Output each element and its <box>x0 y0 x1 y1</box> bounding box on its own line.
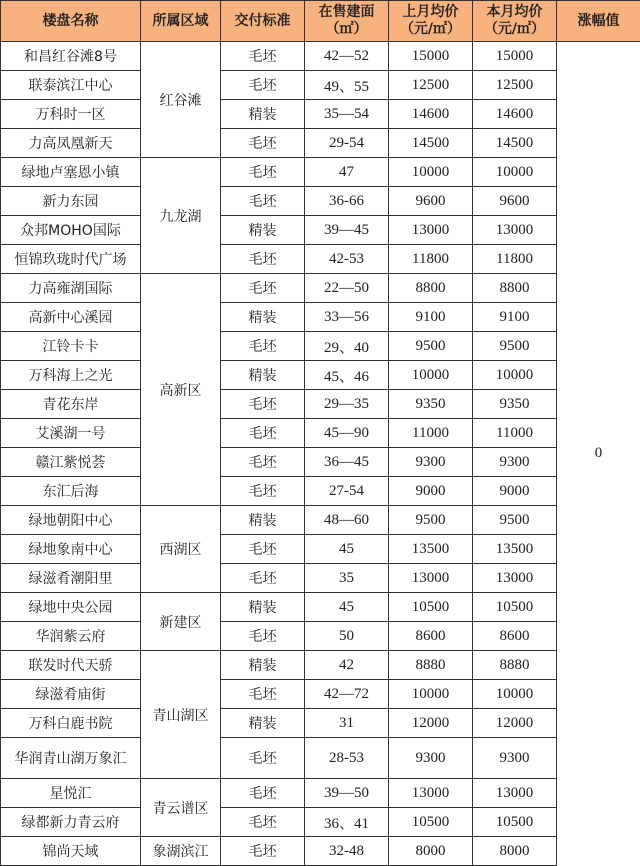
area: 42—52 <box>305 42 389 71</box>
region-cell: 象湖滨江 <box>141 837 221 866</box>
delivery-standard: 精装 <box>221 100 305 129</box>
this-month-price: 15000 <box>473 42 557 71</box>
project-name: 力高雍湖国际 <box>1 274 141 303</box>
project-name: 江铃卡卡 <box>1 332 141 361</box>
this-month-price: 11800 <box>473 245 557 274</box>
area: 42 <box>305 651 389 680</box>
project-name: 众邦MOHO国际 <box>1 216 141 245</box>
project-name: 恒锦玖珑时代广场 <box>1 245 141 274</box>
this-month-price: 13000 <box>473 564 557 593</box>
table-row <box>1 42 640 71</box>
last-month-price: 8800 <box>389 274 473 303</box>
area: 47 <box>305 158 389 187</box>
header-delivery: 交付标准 <box>221 1 305 42</box>
last-month-price: 12500 <box>389 71 473 100</box>
last-month-price: 8880 <box>389 651 473 680</box>
this-month-price: 14500 <box>473 129 557 158</box>
area: 36、41 <box>305 808 389 837</box>
area: 29、40 <box>305 332 389 361</box>
table-row <box>1 564 640 593</box>
table-row <box>1 506 640 535</box>
this-month-price: 12000 <box>473 709 557 738</box>
header-row <box>1 1 640 42</box>
this-month-price: 8880 <box>473 651 557 680</box>
table-row <box>1 808 640 837</box>
this-month-price: 14600 <box>473 100 557 129</box>
this-month-price: 13000 <box>473 779 557 808</box>
region-cell: 青山湖区 <box>141 651 221 779</box>
change-value: 0 <box>557 42 640 866</box>
delivery-standard: 毛坯 <box>221 738 305 779</box>
delivery-standard: 毛坯 <box>221 808 305 837</box>
last-month-price: 10000 <box>389 158 473 187</box>
table-row <box>1 709 640 738</box>
project-name: 绿滋肴庙街 <box>1 680 141 709</box>
region-cell: 红谷滩 <box>141 42 221 158</box>
project-name: 和昌红谷滩8号 <box>1 42 141 71</box>
last-month-price: 10000 <box>389 680 473 709</box>
this-month-price: 12500 <box>473 71 557 100</box>
region-cell: 九龙湖 <box>141 158 221 274</box>
area: 48—60 <box>305 506 389 535</box>
this-month-price: 10000 <box>473 158 557 187</box>
last-month-price: 9300 <box>389 738 473 779</box>
project-name: 东汇后海 <box>1 477 141 506</box>
delivery-standard: 精装 <box>221 651 305 680</box>
delivery-standard: 毛坯 <box>221 622 305 651</box>
header-this-month-price: 本月均价 （元/㎡） <box>473 1 557 42</box>
this-month-price: 9000 <box>473 477 557 506</box>
this-month-price: 9300 <box>473 448 557 477</box>
area: 33—56 <box>305 303 389 332</box>
project-name: 联泰滨江中心 <box>1 71 141 100</box>
this-month-price: 10500 <box>473 593 557 622</box>
table-row <box>1 390 640 419</box>
this-month-price: 9500 <box>473 506 557 535</box>
this-month-price: 9100 <box>473 303 557 332</box>
delivery-standard: 毛坯 <box>221 477 305 506</box>
last-month-price: 10500 <box>389 593 473 622</box>
area: 35—54 <box>305 100 389 129</box>
area: 35 <box>305 564 389 593</box>
delivery-standard: 毛坯 <box>221 42 305 71</box>
delivery-standard: 精装 <box>221 216 305 245</box>
area: 29—35 <box>305 390 389 419</box>
this-month-price: 10500 <box>473 808 557 837</box>
table-row <box>1 303 640 332</box>
last-month-price: 11000 <box>389 419 473 448</box>
table-row <box>1 332 640 361</box>
this-month-price: 8800 <box>473 274 557 303</box>
last-month-price: 9500 <box>389 506 473 535</box>
last-month-price: 15000 <box>389 42 473 71</box>
this-month-price: 10000 <box>473 361 557 390</box>
project-name: 艾溪湖一号 <box>1 419 141 448</box>
table-row <box>1 477 640 506</box>
project-name: 绿地象南中心 <box>1 535 141 564</box>
last-month-price: 9500 <box>389 332 473 361</box>
area: 28-53 <box>305 738 389 779</box>
project-name: 锦尚天域 <box>1 837 141 866</box>
last-month-price: 9350 <box>389 390 473 419</box>
last-month-price: 9600 <box>389 187 473 216</box>
this-month-price: 9500 <box>473 332 557 361</box>
area: 45 <box>305 593 389 622</box>
delivery-standard: 毛坯 <box>221 245 305 274</box>
last-month-price: 9000 <box>389 477 473 506</box>
area: 39—50 <box>305 779 389 808</box>
this-month-price: 10000 <box>473 680 557 709</box>
area: 36—45 <box>305 448 389 477</box>
this-month-price: 13000 <box>473 216 557 245</box>
delivery-standard: 毛坯 <box>221 129 305 158</box>
last-month-price: 14500 <box>389 129 473 158</box>
last-month-price: 10500 <box>389 808 473 837</box>
table-row <box>1 245 640 274</box>
area: 49、55 <box>305 71 389 100</box>
delivery-standard: 精装 <box>221 506 305 535</box>
area: 32-48 <box>305 837 389 866</box>
area: 36-66 <box>305 187 389 216</box>
project-name: 绿地朝阳中心 <box>1 506 141 535</box>
table-row <box>1 71 640 100</box>
project-name: 绿都新力青云府 <box>1 808 141 837</box>
delivery-standard: 精装 <box>221 303 305 332</box>
header-change: 涨幅值 <box>557 1 640 42</box>
delivery-standard: 精装 <box>221 709 305 738</box>
table-row <box>1 535 640 564</box>
area: 27-54 <box>305 477 389 506</box>
table-row <box>1 622 640 651</box>
delivery-standard: 毛坯 <box>221 332 305 361</box>
project-name: 高新中心溪园 <box>1 303 141 332</box>
project-name: 赣江紫悦荟 <box>1 448 141 477</box>
region-cell: 西湖区 <box>141 506 221 593</box>
project-name: 万科时一区 <box>1 100 141 129</box>
delivery-standard: 毛坯 <box>221 274 305 303</box>
table-row <box>1 100 640 129</box>
header-area: 在售建面 （㎡） <box>305 1 389 42</box>
this-month-price: 9600 <box>473 187 557 216</box>
project-name: 绿地卢塞恩小镇 <box>1 158 141 187</box>
header-project-name: 楼盘名称 <box>1 1 141 42</box>
delivery-standard: 精装 <box>221 593 305 622</box>
table-row <box>1 129 640 158</box>
project-name: 绿滋肴潮阳里 <box>1 564 141 593</box>
project-name: 力高凤凰新天 <box>1 129 141 158</box>
this-month-price: 8000 <box>473 837 557 866</box>
delivery-standard: 毛坯 <box>221 390 305 419</box>
table-row <box>1 216 640 245</box>
last-month-price: 12000 <box>389 709 473 738</box>
project-name: 华润紫云府 <box>1 622 141 651</box>
last-month-price: 9100 <box>389 303 473 332</box>
table-row <box>1 361 640 390</box>
last-month-price: 11800 <box>389 245 473 274</box>
last-month-price: 13000 <box>389 779 473 808</box>
this-month-price: 13500 <box>473 535 557 564</box>
delivery-standard: 毛坯 <box>221 71 305 100</box>
area: 50 <box>305 622 389 651</box>
header-region: 所属区域 <box>141 1 221 42</box>
project-name: 新力东园 <box>1 187 141 216</box>
project-name: 星悦汇 <box>1 779 141 808</box>
table-row <box>1 187 640 216</box>
project-name: 万科海上之光 <box>1 361 141 390</box>
table-row <box>1 837 640 866</box>
project-name: 华润青山湖万象汇 <box>1 738 141 779</box>
last-month-price: 14600 <box>389 100 473 129</box>
project-name: 万科白鹿书院 <box>1 709 141 738</box>
last-month-price: 8000 <box>389 837 473 866</box>
area: 45—90 <box>305 419 389 448</box>
area: 45、46 <box>305 361 389 390</box>
table-row <box>1 593 640 622</box>
project-name: 绿地中央公园 <box>1 593 141 622</box>
last-month-price: 13000 <box>389 216 473 245</box>
delivery-standard: 毛坯 <box>221 187 305 216</box>
this-month-price: 9350 <box>473 390 557 419</box>
table-row <box>1 158 640 187</box>
delivery-standard: 毛坯 <box>221 564 305 593</box>
table-row <box>1 680 640 709</box>
area: 42—72 <box>305 680 389 709</box>
table-row <box>1 274 640 303</box>
area: 39—45 <box>305 216 389 245</box>
project-name: 联发时代天骄 <box>1 651 141 680</box>
delivery-standard: 毛坯 <box>221 158 305 187</box>
region-cell: 青云谱区 <box>141 779 221 837</box>
last-month-price: 8600 <box>389 622 473 651</box>
this-month-price: 11000 <box>473 419 557 448</box>
table-row <box>1 738 640 779</box>
area: 22—50 <box>305 274 389 303</box>
area: 31 <box>305 709 389 738</box>
area: 42-53 <box>305 245 389 274</box>
delivery-standard: 毛坯 <box>221 837 305 866</box>
table-row <box>1 419 640 448</box>
region-cell: 新建区 <box>141 593 221 651</box>
region-cell: 高新区 <box>141 274 221 506</box>
this-month-price: 8600 <box>473 622 557 651</box>
table-row <box>1 651 640 680</box>
delivery-standard: 精装 <box>221 361 305 390</box>
this-month-price: 9300 <box>473 738 557 779</box>
delivery-standard: 毛坯 <box>221 535 305 564</box>
area: 29-54 <box>305 129 389 158</box>
header-last-month-price: 上月均价 （元/㎡） <box>389 1 473 42</box>
delivery-standard: 毛坯 <box>221 680 305 709</box>
project-name: 青花东岸 <box>1 390 141 419</box>
table-row <box>1 448 640 477</box>
table-row <box>1 779 640 808</box>
last-month-price: 13500 <box>389 535 473 564</box>
delivery-standard: 毛坯 <box>221 448 305 477</box>
last-month-price: 10000 <box>389 361 473 390</box>
delivery-standard: 毛坯 <box>221 779 305 808</box>
delivery-standard: 毛坯 <box>221 419 305 448</box>
last-month-price: 13000 <box>389 564 473 593</box>
area: 45 <box>305 535 389 564</box>
last-month-price: 9300 <box>389 448 473 477</box>
